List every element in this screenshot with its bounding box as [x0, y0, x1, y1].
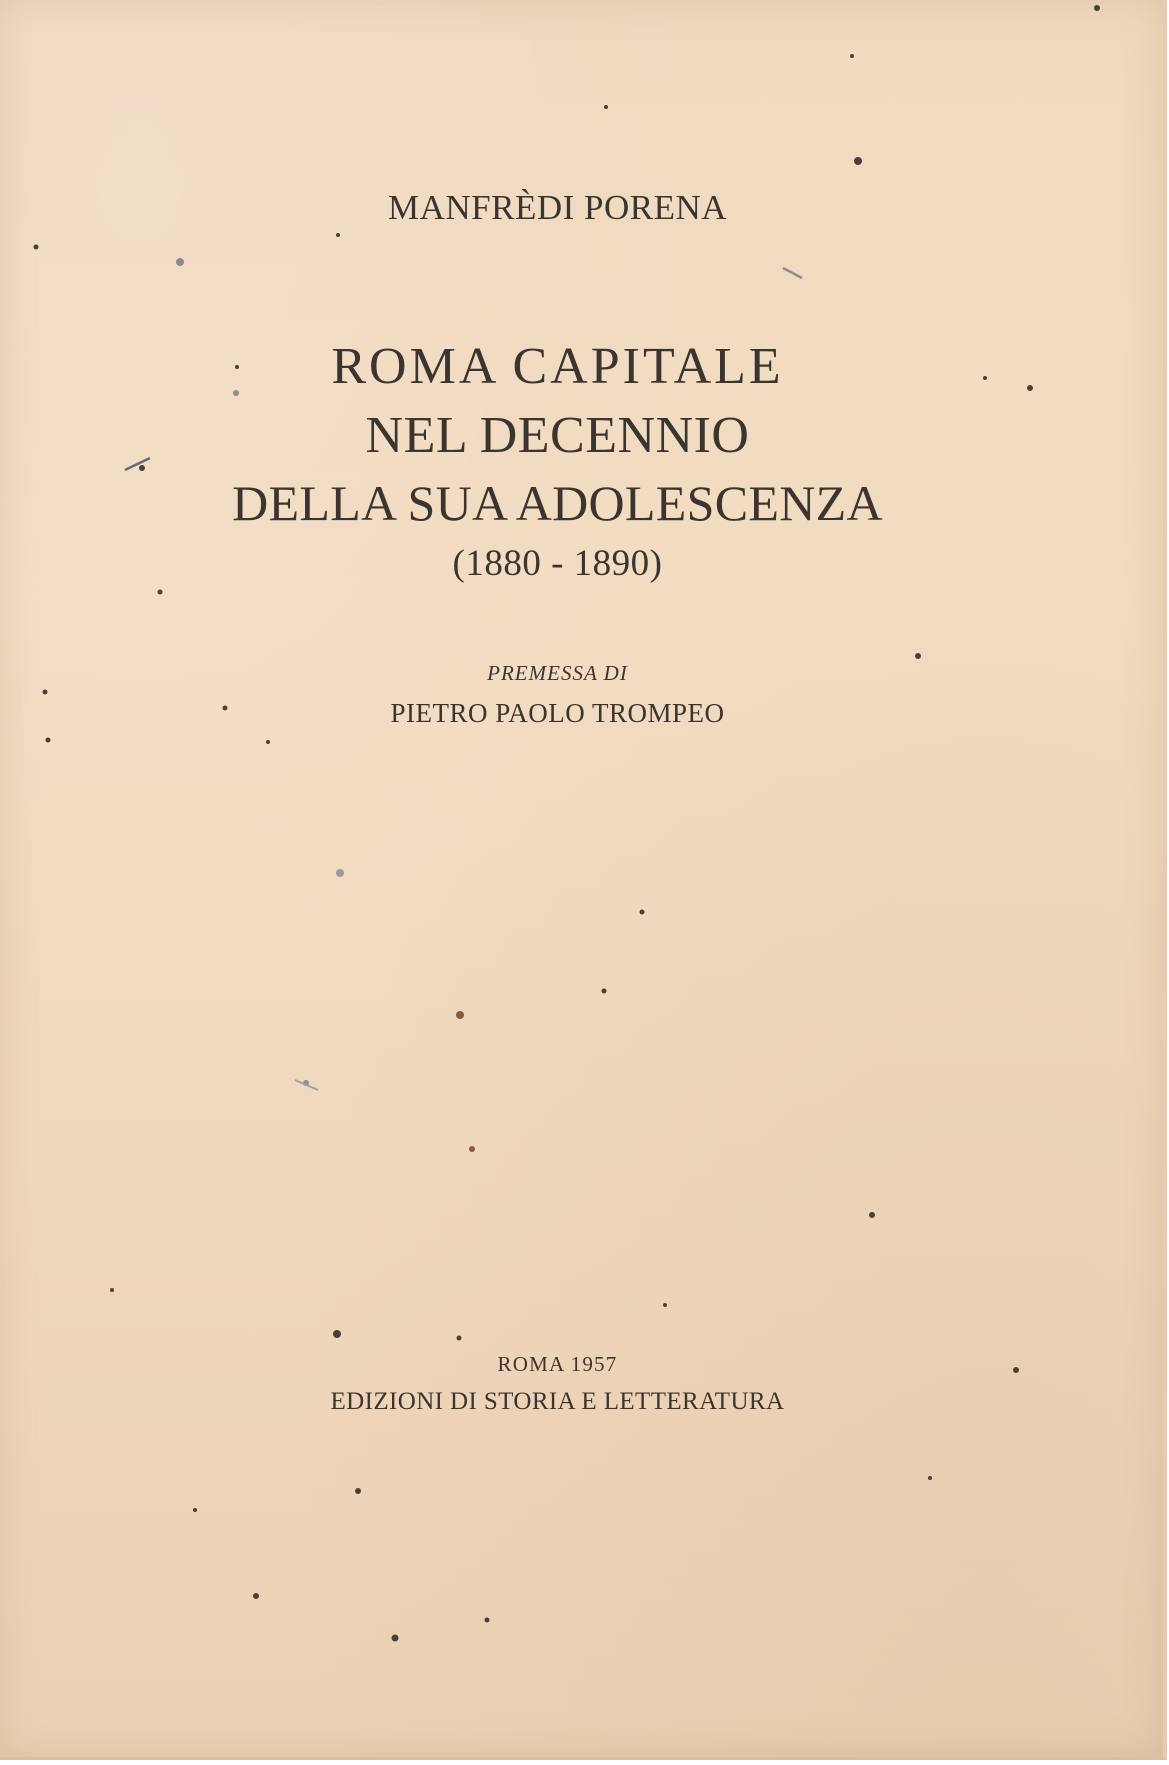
book-dates: (1880 - 1890) [452, 543, 663, 584]
publication-place-year: ROMA 1957 [497, 1352, 618, 1376]
preface-label: PREMESSA DI [487, 661, 628, 685]
book-author: MANFRÈDI PORENA [387, 188, 728, 227]
book-title-line-1: ROMA CAPITALE [331, 338, 784, 395]
publisher-name: EDIZIONI DI STORIA E LETTERATURA [330, 1388, 785, 1415]
book-title-line-2: NEL DECENNIO [365, 407, 750, 464]
book-title-line-3: DELLA SUA ADOLESCENZA [232, 475, 883, 531]
preface-author: PIETRO PAOLO TROMPEO [390, 698, 725, 728]
